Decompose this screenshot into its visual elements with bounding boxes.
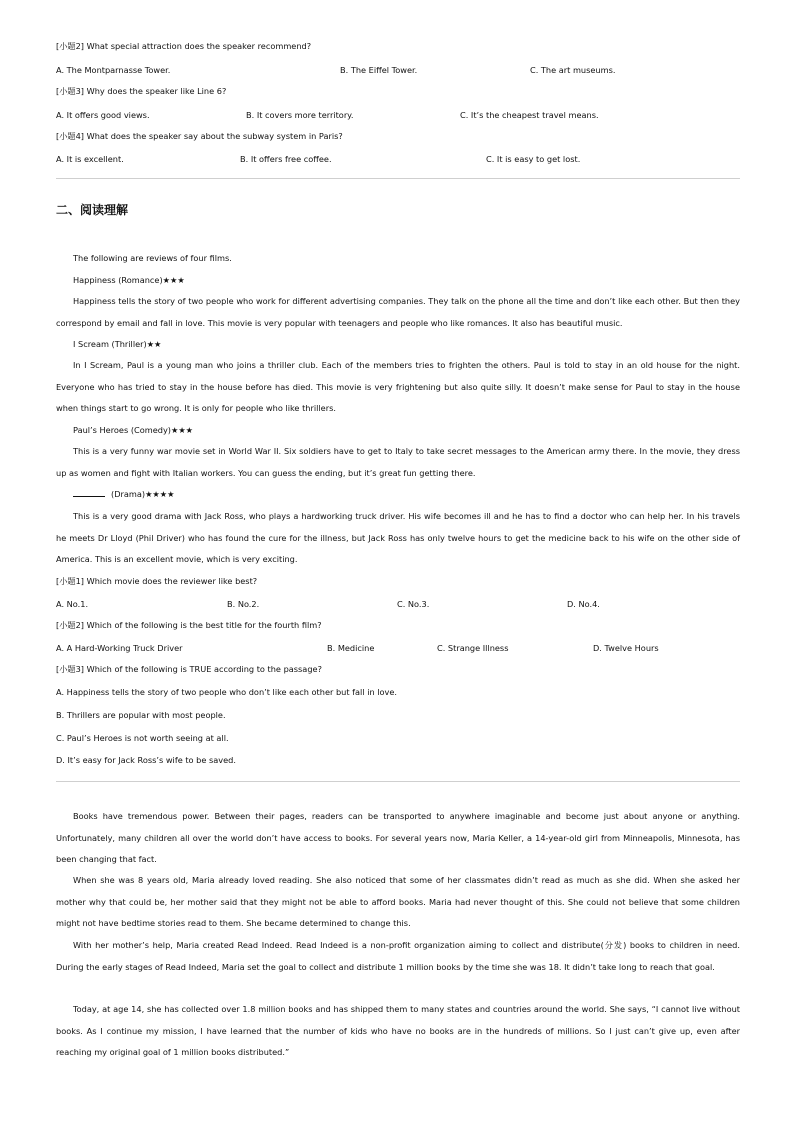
question-4 [56,132,343,141]
option-c[interactable]: C. It is easy to get lost. [486,154,581,164]
question-text: Which movie does the reviewer like best? [86,576,258,586]
question-2 [56,42,311,51]
title-blank [73,496,105,497]
option-a[interactable]: A. No.1. [56,599,89,609]
option-b[interactable]: B. Medicine [327,643,375,653]
question-label: [小题2] [56,620,84,630]
film-title-drama [73,490,174,499]
film-review-happiness: Happiness tells the story of two people who work for different advertising companies. They talk on the phone all the time and don’t like each other. But then they correspond by email and fall in love. This movie is very popular with teenagers and people who like romances. It also has beautiful music. [56,296,740,328]
option-c[interactable]: C. The art museums. [530,65,616,75]
option-c[interactable]: C. Strange Illness [437,643,509,653]
option-c[interactable]: C. No.3. [397,599,430,609]
question-2 [56,621,322,630]
section-heading: 二、阅读理解 [56,203,129,217]
option-c[interactable]: C. Paul’s Heroes is not worth seeing at all. [56,733,229,743]
option-a[interactable]: A. The Montparnasse Tower. [56,65,171,75]
option-a[interactable]: A. It is excellent. [56,154,124,164]
question-label: [小题3] [56,664,84,674]
option-b[interactable]: B. Thrillers are popular with most people. [56,710,226,720]
question-text: What special attraction does the speaker recommend? [86,41,312,51]
section-divider [56,781,740,782]
question-text: Which of the following is TRUE according to the passage? [86,664,322,674]
film-title-pauls-heroes: Paul’s Heroes (Comedy)★★★ [73,425,194,435]
option-d[interactable]: D. Twelve Hours [593,643,659,653]
question-1 [56,577,257,586]
question-text: What does the speaker say about the subway system in Paris? [86,131,343,141]
film-review-drama: This is a very good drama with Jack Ross, who plays a hardworking truck driver. His wife becomes ill and he has to find a doctor who can help her. In his travels he meets Dr Lloyd (Phil Driver) who has found the cure for the illness, but Jack Ross has only twelve hours to get the medicine back to his wife on the other side of America. This is an excellent movie, which is very exciting. [56,511,740,564]
option-b[interactable]: B. It offers free coffee. [240,154,332,164]
section-divider [56,178,740,179]
question-3 [56,87,226,96]
option-d[interactable]: D. It’s easy for Jack Ross’s wife to be saved. [56,755,236,765]
option-b[interactable]: B. No.2. [227,599,260,609]
option-b[interactable]: B. It covers more territory. [246,110,354,120]
question-label: [小题3] [56,86,84,96]
question-label: [小题4] [56,131,84,141]
option-a[interactable]: A. Happiness tells the story of two people who don’t like each other but fall in love. [56,687,398,697]
question-label: [小题2] [56,41,84,51]
film-title-drama-label: (Drama)★★★★ [111,489,175,499]
film-title-happiness: Happiness (Romance)★★★ [73,275,185,285]
passage2-paragraph-3: With her mother’s help, Maria created Read Indeed. Read Indeed is a non-profit organization aiming to collect and distribute(分发) books to children in need. During the early stages of Read Indeed, Maria set the goal to collect and distribute 1 million books by the time she was 18. It didn’t take long to reach that goal. [56,940,740,972]
question-3 [56,665,322,674]
question-text: Which of the following is the best title for the fourth film? [86,620,322,630]
option-a[interactable]: A. It offers good views. [56,110,150,120]
film-title-i-scream: I Scream (Thriller)★★ [73,339,162,349]
film-review-i-scream: In I Scream, Paul is a young man who joins a thriller club. Each of the members tries to frighten the others. Paul is told to stay in an old house for the night. Everyone who has tried to stay in the house before has died. This movie is very frightening but also quite silly. It doesn’t make sense for Paul to stay in the house when things start to go wrong. It is only for people who like thrillers. [56,360,740,413]
option-c[interactable]: C. It’s the cheapest travel means. [460,110,599,120]
option-a[interactable]: A. A Hard-Working Truck Driver [56,643,183,653]
passage2-paragraph-1: Books have tremendous power. Between their pages, readers can be transported to anywhere imaginable and become just about anyone or anything. Unfortunately, many children all over the world don’t have access to books. For several years now, Maria Keller, a 14-year-old girl from Minneapolis, Minnesota, has been changing that fact. [56,811,740,864]
film-review-pauls-heroes: This is a very funny war movie set in World War II. Six soldiers have to get to Italy to take secret messages to the American army there. In the movie, they dress up as women and fight with Italian workers. You can guess the ending, but it’s great fun getting there. [56,446,740,478]
passage-intro: The following are reviews of four films. [73,253,232,263]
passage2-paragraph-2: When she was 8 years old, Maria already loved reading. She also noticed that some of her classmates didn’t read as much as she did. When she asked her mother why that could be, her mother said that they might not be able to afford books. Maria had never thought of this. She could not believe that some children might not have bedtime stories read to them. She became determined to change this. [56,875,740,928]
option-d[interactable]: D. No.4. [567,599,600,609]
option-b[interactable]: B. The Eiffel Tower. [340,65,418,75]
question-label: [小题1] [56,576,84,586]
question-text: Why does the speaker like Line 6? [86,86,227,96]
passage2-paragraph-4: Today, at age 14, she has collected over 1.8 million books and has shipped them to many states and countries around the world. She says, “I cannot live without books. As I continue my mission, I have learned that the number of kids who have no books are in the hundreds of millions. So I just can’t give up, even after reaching my original goal of 1 million books distributed.” [56,1004,740,1057]
